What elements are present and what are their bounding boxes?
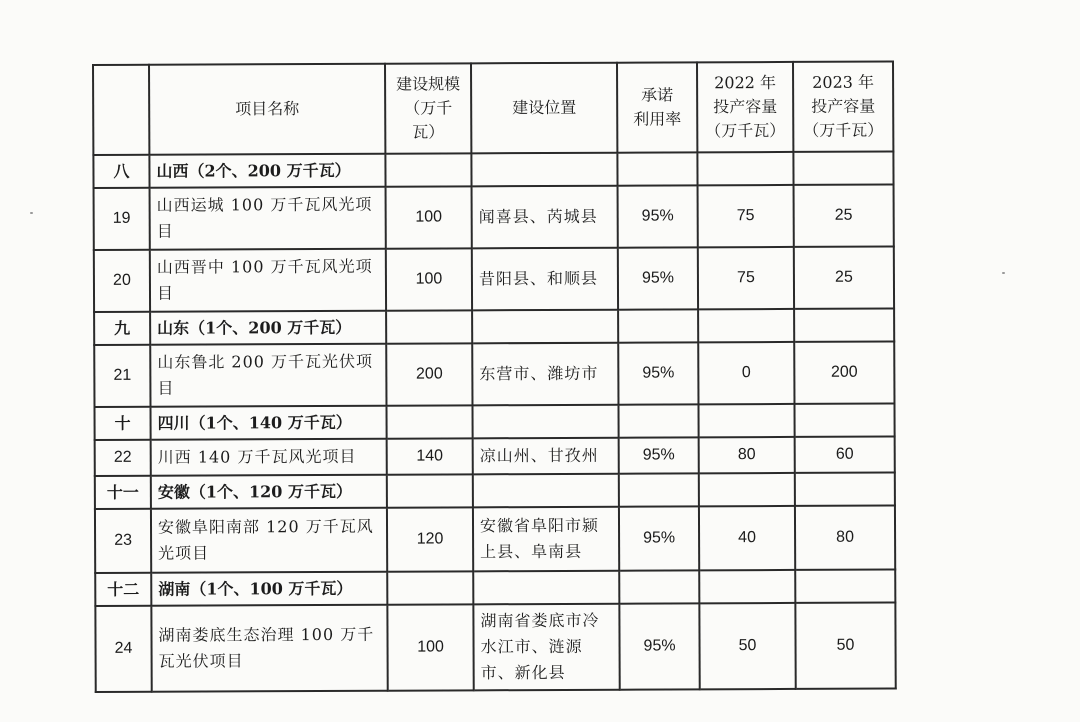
project-row xyxy=(94,247,894,312)
header-rate-line1: 承诺 xyxy=(641,85,674,105)
empty-cell xyxy=(698,404,794,437)
project-scale: 100 xyxy=(386,186,472,248)
group-row xyxy=(95,473,895,509)
project-serial: 24 xyxy=(95,606,151,692)
header-2023-unit: （万千瓦） xyxy=(803,120,884,140)
project-name: 山东鲁北 200 万千瓦光伏项目 xyxy=(150,344,386,407)
header-2023-label: 投产容量 xyxy=(811,96,876,116)
project-row xyxy=(94,342,894,407)
project-name: 山西运城 100 万千瓦风光项目 xyxy=(150,187,386,250)
project-scale: 120 xyxy=(387,507,473,571)
project-name: 安徽阜阳南部 120 万千瓦风光项目 xyxy=(151,508,387,573)
group-name: 山西（2个、200 万千瓦） xyxy=(149,154,385,188)
project-table xyxy=(92,61,897,693)
project-2023: 200 xyxy=(794,342,894,404)
project-scale: 140 xyxy=(387,438,473,474)
empty-cell xyxy=(793,152,893,185)
project-serial: 20 xyxy=(94,250,150,312)
project-2022: 75 xyxy=(698,185,794,247)
project-2022: 75 xyxy=(698,247,794,309)
header-2022 xyxy=(697,62,793,152)
project-2022: 80 xyxy=(699,437,795,473)
empty-cell xyxy=(794,309,894,342)
project-2023: 50 xyxy=(795,602,895,688)
empty-cell xyxy=(473,571,619,605)
group-row xyxy=(93,152,893,188)
header-project-name: 项目名称 xyxy=(149,64,385,155)
group-row xyxy=(95,570,895,606)
project-rate: 95% xyxy=(619,603,699,689)
empty-cell xyxy=(618,404,698,437)
project-row xyxy=(95,506,895,573)
empty-cell xyxy=(472,405,618,439)
group-name: 湖南（1个、100 万千瓦） xyxy=(151,572,387,606)
empty-cell xyxy=(795,570,895,603)
project-serial: 21 xyxy=(94,345,150,407)
group-row xyxy=(94,404,894,440)
project-serial: 22 xyxy=(95,440,151,476)
group-row xyxy=(94,309,894,345)
header-rate xyxy=(617,62,697,152)
empty-cell xyxy=(617,152,697,185)
header-rate-line2: 利用率 xyxy=(633,109,682,129)
header-location: 建设位置 xyxy=(471,63,617,154)
header-2022-unit: （万千瓦） xyxy=(705,120,786,141)
header-2023 xyxy=(793,62,893,152)
header-2022-year: 2022 年 xyxy=(714,73,777,93)
project-2023: 60 xyxy=(795,437,895,473)
project-2023: 80 xyxy=(795,506,895,570)
empty-cell xyxy=(699,570,795,603)
header-row xyxy=(93,62,893,155)
project-name: 湖南娄底生态治理 100 万千瓦光伏项目 xyxy=(151,605,387,692)
scanned-document xyxy=(92,61,897,693)
project-serial: 23 xyxy=(95,509,151,573)
empty-cell xyxy=(619,570,699,603)
project-name: 山西晋中 100 万千瓦风光项目 xyxy=(150,249,386,312)
project-location: 安徽省阜阳市颍上县、阜南县 xyxy=(473,507,619,572)
group-serial: 九 xyxy=(94,312,150,345)
project-scale: 100 xyxy=(387,604,473,690)
empty-cell xyxy=(619,473,699,506)
project-rate: 95% xyxy=(618,185,698,247)
project-location: 昔阳县、和顺县 xyxy=(472,248,618,311)
project-row xyxy=(95,437,895,476)
group-serial: 十二 xyxy=(95,573,151,606)
project-2022: 0 xyxy=(698,342,794,404)
project-2023: 25 xyxy=(794,185,894,247)
empty-cell xyxy=(794,404,894,437)
header-2022-label: 投产容量 xyxy=(713,97,778,117)
empty-cell xyxy=(471,153,617,187)
empty-cell xyxy=(697,152,793,185)
empty-cell xyxy=(386,405,472,438)
project-location: 东营市、潍坊市 xyxy=(472,343,618,406)
group-name: 四川（1个、140 万千瓦） xyxy=(150,406,386,440)
project-rate: 95% xyxy=(619,506,699,570)
project-location: 闻喜县、芮城县 xyxy=(472,186,618,249)
project-2022: 40 xyxy=(699,506,795,570)
project-2023: 25 xyxy=(794,247,894,309)
scan-speck xyxy=(30,212,33,214)
group-serial: 八 xyxy=(93,155,149,188)
scan-speck xyxy=(1002,272,1005,274)
project-2022: 50 xyxy=(699,603,795,689)
group-serial: 十 xyxy=(94,407,150,440)
group-name: 山东（1个、200 万千瓦） xyxy=(150,311,386,345)
group-serial: 十一 xyxy=(95,476,151,509)
project-rate: 95% xyxy=(618,247,698,309)
project-location: 湖南省娄底市冷水江市、涟源市、新化县 xyxy=(473,604,619,691)
project-serial: 19 xyxy=(94,188,150,250)
header-scale-line: 建设规模 xyxy=(396,74,461,94)
group-name: 安徽（1个、120 万千瓦） xyxy=(151,475,387,509)
empty-cell xyxy=(472,310,618,344)
empty-cell xyxy=(699,473,795,506)
empty-cell xyxy=(795,473,895,506)
empty-cell xyxy=(698,309,794,342)
header-serial xyxy=(93,65,149,155)
project-scale: 100 xyxy=(386,248,472,310)
header-scale xyxy=(385,63,471,153)
project-location: 凉山州、甘孜州 xyxy=(473,438,619,475)
project-rate: 95% xyxy=(619,437,699,473)
empty-cell xyxy=(385,153,471,186)
header-2023-year: 2023 年 xyxy=(812,72,875,92)
project-row xyxy=(95,602,895,691)
project-row xyxy=(94,185,894,250)
header-scale-unit: （万千瓦） xyxy=(404,98,453,142)
empty-cell xyxy=(387,571,473,604)
empty-cell xyxy=(386,310,472,343)
empty-cell xyxy=(387,474,473,507)
empty-cell xyxy=(618,309,698,342)
project-name: 川西 140 万千瓦风光项目 xyxy=(151,439,387,476)
project-rate: 95% xyxy=(618,342,698,404)
empty-cell xyxy=(473,474,619,508)
project-scale: 200 xyxy=(386,343,472,405)
